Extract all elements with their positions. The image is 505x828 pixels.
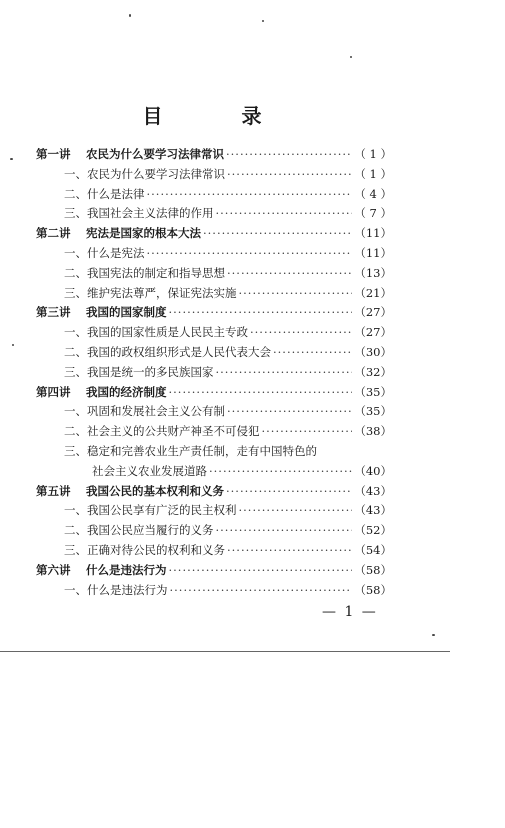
toc-chapter-entry	[36, 146, 392, 166]
entry-title: 我国的经济制度	[86, 384, 167, 399]
chapter-number: 第二讲	[36, 226, 71, 241]
entry-title: 二、我国宪法的制定和指导思想	[64, 265, 225, 280]
page-number: （43）	[354, 483, 392, 498]
toc-section-entry	[36, 364, 392, 384]
toc-chapter-entry	[36, 562, 392, 582]
dot-leader	[227, 543, 352, 557]
entry-title: 三、正确对待公民的权利和义务	[64, 542, 225, 557]
scan-speck	[350, 56, 352, 58]
toc-section-entry	[36, 542, 392, 562]
page-number: （58）	[354, 582, 392, 597]
dot-leader	[209, 464, 352, 478]
toc-chapter-entry	[36, 384, 392, 404]
entry-title: 一、我国公民享有广泛的民主权利	[64, 503, 237, 518]
page-number: （27）	[354, 305, 392, 320]
toc-section-entry	[36, 423, 392, 443]
entry-title: 三、我国社会主义法律的作用	[64, 206, 214, 221]
entry-title: 二、我国的政权组织形式是人民代表大会	[64, 344, 271, 359]
page-title: 目 录	[142, 104, 298, 128]
page-number: （38）	[354, 424, 392, 439]
dot-leader	[147, 246, 353, 260]
chapter-number: 第五讲	[36, 483, 71, 498]
dot-leader	[169, 305, 353, 319]
page-number: （11）	[354, 245, 392, 260]
entry-title: 我国的国家制度	[86, 305, 167, 320]
dot-leader	[216, 523, 353, 537]
entry-title: 一、什么是宪法	[64, 245, 145, 260]
scan-speck	[12, 344, 14, 346]
bottom-rule	[0, 651, 450, 652]
dot-leader	[273, 345, 352, 359]
scan-speck	[10, 158, 13, 160]
toc-section-entry	[36, 245, 392, 265]
toc-section-entry	[36, 344, 392, 364]
scan-speck	[432, 634, 435, 636]
entry-title: 我国公民的基本权利和义务	[86, 483, 224, 498]
page-number: （ 1 ）	[354, 147, 392, 161]
toc-section-entry	[36, 443, 392, 463]
chapter-number: 第四讲	[36, 384, 71, 399]
toc-section-entry	[36, 166, 392, 186]
dot-leader	[216, 365, 353, 379]
dot-leader	[227, 404, 352, 418]
page-number: （35）	[354, 404, 392, 419]
entry-title: 一、什么是违法行为	[64, 582, 168, 597]
toc-section-entry	[36, 502, 392, 522]
page-number: （58）	[354, 562, 392, 577]
page-folio: — 1 —	[322, 604, 378, 620]
entry-title: 三、稳定和完善农业生产责任制，走有中国特色的	[64, 443, 317, 458]
toc-section-entry	[36, 186, 392, 206]
page-number: （43）	[354, 503, 392, 518]
dot-leader	[250, 325, 352, 339]
page-number: （54）	[354, 542, 392, 557]
toc-section-entry	[36, 403, 392, 423]
page-number: （11）	[354, 226, 392, 241]
dot-leader	[226, 484, 352, 498]
entry-title: 宪法是国家的根本大法	[86, 226, 201, 241]
entry-title: 二、我国公民应当履行的义务	[64, 523, 214, 538]
dot-leader	[216, 206, 353, 220]
page-number: （13）	[354, 265, 392, 280]
toc-section-entry-continued	[36, 463, 392, 483]
page-number: （32）	[354, 364, 392, 379]
entry-title: 二、什么是法律	[64, 186, 145, 201]
page-number: （30）	[354, 344, 392, 359]
chapter-number: 第一讲	[36, 147, 71, 161]
scan-speck	[262, 20, 264, 22]
entry-title: 一、巩固和发展社会主义公有制	[64, 404, 225, 419]
page-number: （27）	[354, 325, 392, 340]
dot-leader	[170, 583, 353, 597]
toc-section-entry	[36, 324, 392, 344]
scan-speck	[129, 14, 131, 17]
page-number: （21）	[354, 285, 392, 300]
page-number: （40）	[354, 463, 392, 478]
dot-leader	[203, 226, 352, 240]
page-number: （35）	[354, 384, 392, 399]
dot-leader	[239, 286, 353, 300]
entry-title: 社会主义农业发展道路	[92, 463, 207, 478]
toc-section-entry	[36, 265, 392, 285]
entry-title: 一、农民为什么要学习法律常识	[64, 166, 225, 181]
dot-leader	[169, 385, 353, 399]
entry-title: 农民为什么要学习法律常识	[86, 147, 224, 161]
toc-chapter-entry	[36, 225, 392, 245]
toc-chapter-entry	[36, 304, 392, 324]
page-number: （ 4 ）	[354, 186, 392, 201]
page-number: （52）	[354, 523, 392, 538]
toc-section-entry	[36, 205, 392, 225]
dot-leader	[239, 503, 353, 517]
table-of-contents	[36, 146, 392, 601]
dot-leader	[227, 167, 352, 181]
toc-section-entry	[36, 582, 392, 602]
page-number: （ 1 ）	[354, 166, 392, 181]
entry-title: 一、我国的国家性质是人民民主专政	[64, 325, 248, 340]
dot-leader	[147, 187, 353, 201]
dot-leader	[169, 563, 353, 577]
dot-leader	[262, 424, 353, 438]
entry-title: 三、维护宪法尊严，保证宪法实施	[64, 285, 237, 300]
entry-title: 二、社会主义的公共财产神圣不可侵犯	[64, 424, 260, 439]
page-number: （ 7 ）	[354, 206, 392, 221]
toc-section-entry	[36, 285, 392, 305]
toc-chapter-entry	[36, 483, 392, 503]
chapter-number: 第六讲	[36, 562, 71, 577]
chapter-number: 第三讲	[36, 305, 71, 320]
entry-title: 三、我国是统一的多民族国家	[64, 364, 214, 379]
entry-title: 什么是违法行为	[86, 562, 167, 577]
toc-section-entry	[36, 522, 392, 542]
dot-leader	[226, 147, 352, 161]
dot-leader	[227, 266, 352, 280]
